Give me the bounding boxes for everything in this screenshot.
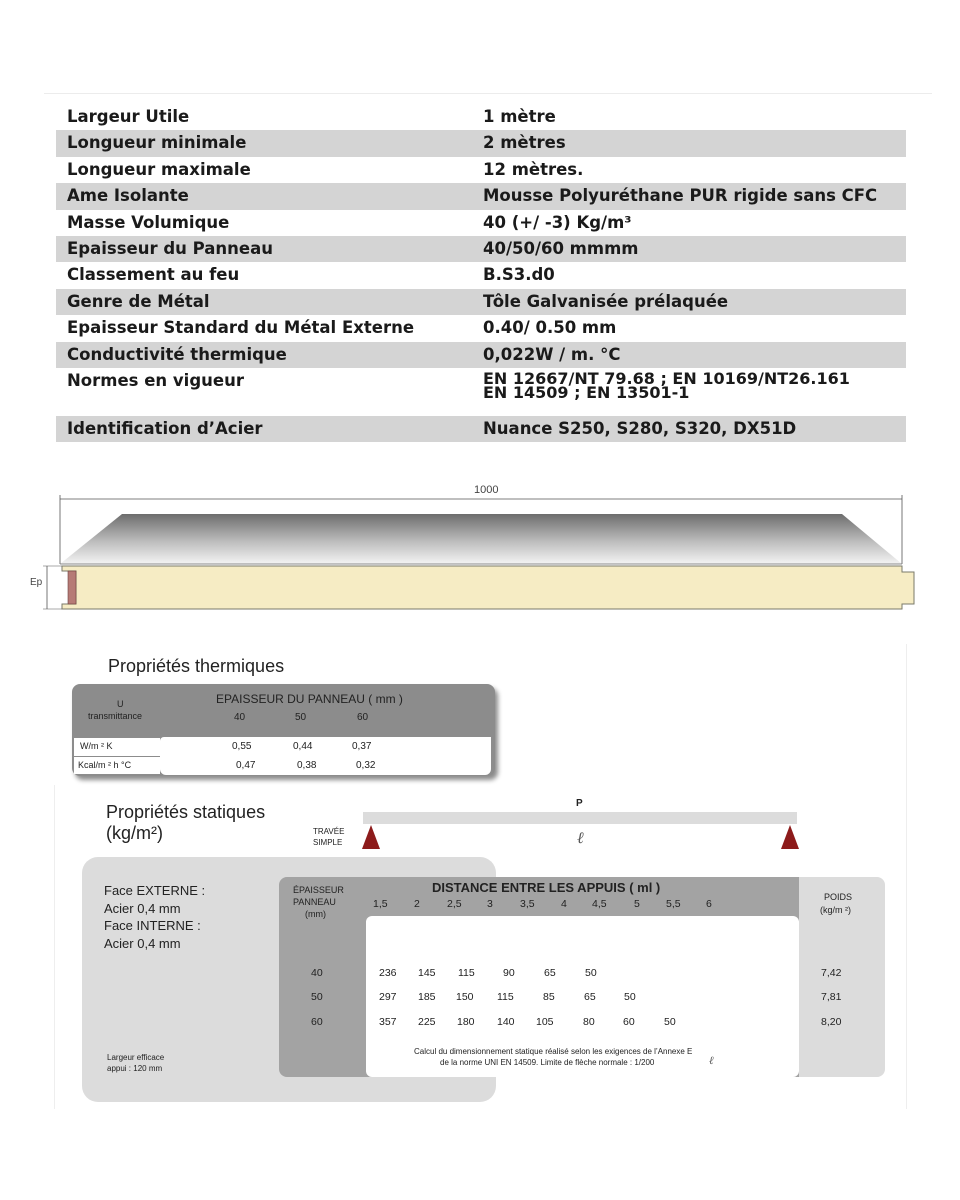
thickness-dimension-label: Ep [30,577,43,588]
span-load-value: 85 [543,991,555,1003]
spec-label: Largeur Utile [67,107,190,126]
span-symbol: ℓ [577,828,584,847]
distance-header: DISTANCE ENTRE LES APPUIS ( ml ) [432,880,661,895]
span-load-value: 50 [664,1016,676,1028]
panel-top-profile [60,514,902,564]
spec-row [56,262,906,288]
spec-row [56,157,906,183]
thermal-thickness: 50 [295,712,307,723]
weight-value: 7,42 [821,967,842,979]
thermal-unit-w: W/m ² K [80,741,113,751]
spec-row [56,416,906,442]
span-load-value: 236 [379,967,397,979]
deflection-span-symbol: ℓ [709,1054,714,1067]
spec-label: Conductivité thermique [67,344,287,364]
span-load-value: 50 [624,991,636,1003]
distance-value: 5,5 [666,898,681,910]
beam-bar [363,812,797,824]
spec-label: Genre de Métal [67,291,210,311]
span-load-value: 65 [544,967,556,979]
thermal-value: 0,37 [352,741,372,752]
panel-foam-core [62,566,914,609]
spec-value: 40/50/60 mmmm [483,238,639,258]
spec-row [56,183,906,209]
thermal-value: 0,55 [232,741,252,752]
face-interne-material: Acier 0,4 mm [104,936,181,951]
distance-value: 3 [487,898,493,910]
weight-header: POIDS [824,892,853,902]
weight-header: (kg/m ²) [820,905,851,915]
row-thickness: 40 [311,967,323,979]
spec-value: B.S3.d0 [483,265,555,285]
thermal-thickness-header: EPAISSEUR DU PANNEAU ( mm ) [216,692,403,706]
weight-value: 7,81 [821,991,842,1003]
spec-value: EN 12667/NT 79.68 ; EN 10169/NT26.161 EN 14509 ; EN 13501-1 [483,368,850,402]
spec-label: Epaisseur du Panneau [67,238,273,258]
distance-value: 4 [561,898,567,910]
thermal-value: 0,38 [297,760,317,771]
thickness-header: (mm) [305,909,326,919]
thermal-value: 0,44 [293,741,313,752]
spec-label: Longueur maximale [67,159,251,179]
thickness-header: ÉPAISSEUR [293,885,344,895]
spec-label: Identification d’Acier [67,418,263,438]
spec-label: Longueur minimale [67,133,247,153]
distance-value: 2 [414,898,420,910]
largeur-efficace-label: Largeur efficace [107,1053,165,1062]
weight-value: 8,20 [821,1016,842,1028]
span-load-value: 115 [497,991,514,1003]
spec-label: Masse Volumique [67,212,230,232]
thickness-header: PANNEAU [293,897,336,907]
u-label: U [117,699,124,709]
span-load-value: 90 [503,967,515,979]
spec-row [56,210,906,236]
row-thickness: 50 [311,991,323,1003]
travee-label: SIMPLE [313,838,343,847]
distance-value: 2,5 [447,898,462,910]
spec-row [56,289,906,315]
spec-row [56,368,906,416]
distance-value: 5 [634,898,640,910]
thermal-thickness: 60 [357,712,369,723]
spec-value: 12 mètres. [483,159,584,179]
span-load-value: 150 [456,991,474,1003]
top-divider [44,93,932,94]
span-load-value: 60 [623,1016,635,1028]
distance-value: 4,5 [592,898,607,910]
spec-label: Classement au feu [67,265,240,285]
span-load-value: 185 [418,991,436,1003]
thermal-title: Propriétés thermiques [108,656,285,676]
span-load-value: 357 [379,1016,397,1028]
span-load-value: 105 [536,1016,554,1028]
load-label: P [576,798,583,809]
spec-value: Tôle Galvanisée prélaquée [483,291,729,311]
largeur-efficace-label: appui : 120 mm [107,1064,163,1073]
span-load-value: 65 [584,991,596,1003]
spec-value: Mousse Polyuréthane PUR rigide sans CFC [483,186,878,206]
static-title-unit: (kg/m²) [106,823,163,843]
calculation-note: de la norme UNI EN 14509. Limite de flèche normale : 1/200 [440,1058,655,1067]
spec-row [56,315,906,341]
spec-row [56,236,906,262]
width-dimension-label: 1000 [474,484,499,496]
span-load-value: 50 [585,967,597,979]
thermal-cell-divider [74,756,160,757]
row-thickness: 60 [311,1016,323,1028]
panel-section-drawing [0,480,960,620]
spec-row [56,130,906,156]
panel-joint [68,571,76,604]
spec-label: Ame Isolante [67,186,189,206]
span-load-value: 145 [418,967,436,979]
span-load-value: 140 [497,1016,515,1028]
transmittance-label: transmittance [88,711,143,721]
distance-value: 1,5 [373,898,388,910]
travee-label: TRAVÉE [313,827,345,836]
span-load-value: 180 [457,1016,475,1028]
spec-value: Nuance S250, S280, S320, DX51D [483,418,797,438]
spec-table [56,104,906,442]
span-load-value: 115 [458,967,475,979]
spec-value: 1 mètre [483,107,556,126]
spec-value: 2 mètres [483,133,566,153]
thermal-values-panel [160,737,491,775]
span-load-value: 225 [418,1016,436,1028]
spec-label: Epaisseur Standard du Métal Externe [67,318,415,338]
spec-value: 40 (+/ -3) Kg/m³ [483,212,632,232]
right-support-triangle-icon [780,824,800,850]
thermal-value: 0,32 [356,760,376,771]
thermal-thickness: 40 [234,712,246,723]
spec-label: Normes en vigueur [67,370,244,390]
left-support-triangle-icon [361,824,381,850]
spec-value: 0.40/ 0.50 mm [483,318,617,338]
face-interne-label: Face INTERNE : [104,918,201,933]
spec-value: 0,022W / m. °C [483,344,621,364]
distance-value: 6 [706,898,712,910]
face-externe-material: Acier 0,4 mm [104,901,181,916]
calculation-note: Calcul du dimensionnement statique réalisé selon les exigences de l’Annexe E [414,1047,693,1056]
spec-row [56,104,906,130]
thermal-unit-kcal: Kcal/m ² h °C [78,760,132,770]
span-load-value: 297 [379,991,397,1003]
face-externe-label: Face EXTERNE : [104,883,206,898]
span-load-value: 80 [583,1016,595,1028]
thermal-value: 0,47 [236,760,256,771]
section-frame-line [906,644,907,1109]
spec-row [56,342,906,368]
static-title: Propriétés statiques [106,802,266,822]
section-frame-line [54,785,55,1109]
distance-value: 3,5 [520,898,535,910]
